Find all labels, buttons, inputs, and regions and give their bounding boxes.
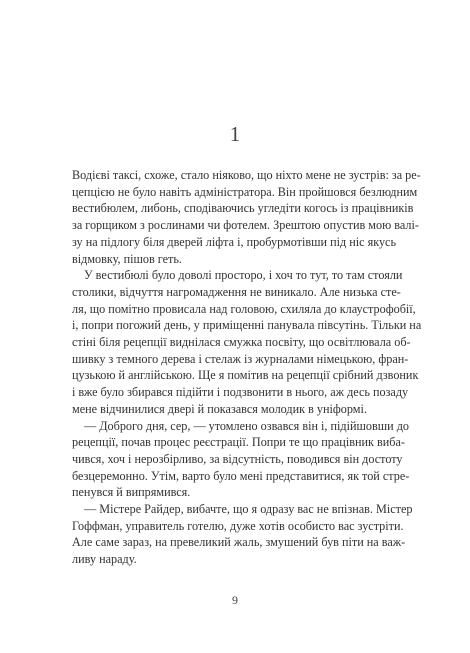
text-line: мене відчинилися двері й показався молодик в уніформі. — [72, 401, 367, 416]
text-line: пенувся й випрямився. — [72, 485, 191, 500]
text-line: столики, відчуття нагромадження не виникало. Але низька сте- — [72, 284, 401, 299]
text-line: ля, що помітно провисала над головою, схиляла до клаустрофобії, — [72, 301, 416, 316]
paragraph — [72, 418, 410, 502]
text-line: і вже було збирався підійти і подзвонити в нього, аж десь позаду — [72, 385, 409, 400]
paragraph — [72, 501, 413, 568]
paragraph — [72, 167, 421, 267]
text-line: ливу нараду. — [72, 552, 137, 567]
text-line: Але саме зараз, на превеликий жаль, змушений був піти на важ- — [72, 535, 406, 550]
text-line: вестибюлем, либонь, сподіваючись угледіти когось із працівників — [72, 201, 414, 216]
chapter-number: 1 — [229, 122, 241, 146]
text-line: і, попри погожий день, у приміщенні панувала півсутінь. Тільки на — [72, 318, 422, 333]
text-line: У вестибюлі було доволі просторо, і хоч то тут, то там стояли — [84, 268, 403, 283]
text-line: цепцією не було навіть адміністратора. Він пройшовся безлюдним — [72, 184, 418, 199]
text-line: стіні біля рецепції виднілася смужка посвіту, що освітлювала об- — [72, 335, 411, 350]
text-line: цузькою й англійською. Ще я помітив на рецепції срібний дзвоник — [72, 368, 419, 383]
text-line: — Доброго дня, сер, — утомлено озвався він і, підійшовши до — [84, 418, 410, 433]
paragraph — [72, 267, 422, 417]
text-line: шивку з темного дерева і стелаж із журналами німецькою, фран- — [72, 351, 409, 366]
text-line: рецепції, почав процес реєстрації. Попри те що працівник виба- — [72, 435, 405, 450]
text-line: за горщиком з рослинами чи фотелем. Зрештою опустив мою валі- — [72, 218, 419, 233]
text-line: Гоффман, управитель готелю, дуже хотів особисто вас зустріти. — [72, 518, 404, 533]
text-line: безцеремонно. Утім, варто було мені представитися, як той стре- — [72, 468, 410, 483]
body-text — [72, 167, 422, 568]
text-line: зу на підлогу біля дверей ліфта і, пробурмотівши під ніс якусь — [72, 234, 397, 249]
text-line: — Містере Райдер, вибачте, що я одразу вас не впізнав. Містер — [84, 502, 413, 517]
text-line: чився, хоч і нерозбірливо, за відсутність, поводився він достоту — [72, 451, 403, 466]
text-line: відмовку, пішов геть. — [72, 251, 182, 266]
page-number: 9 — [232, 593, 238, 607]
text-line: Водієві таксі, схоже, стало ніяково, що ніхто мене не зустрів: за ре- — [72, 168, 421, 182]
